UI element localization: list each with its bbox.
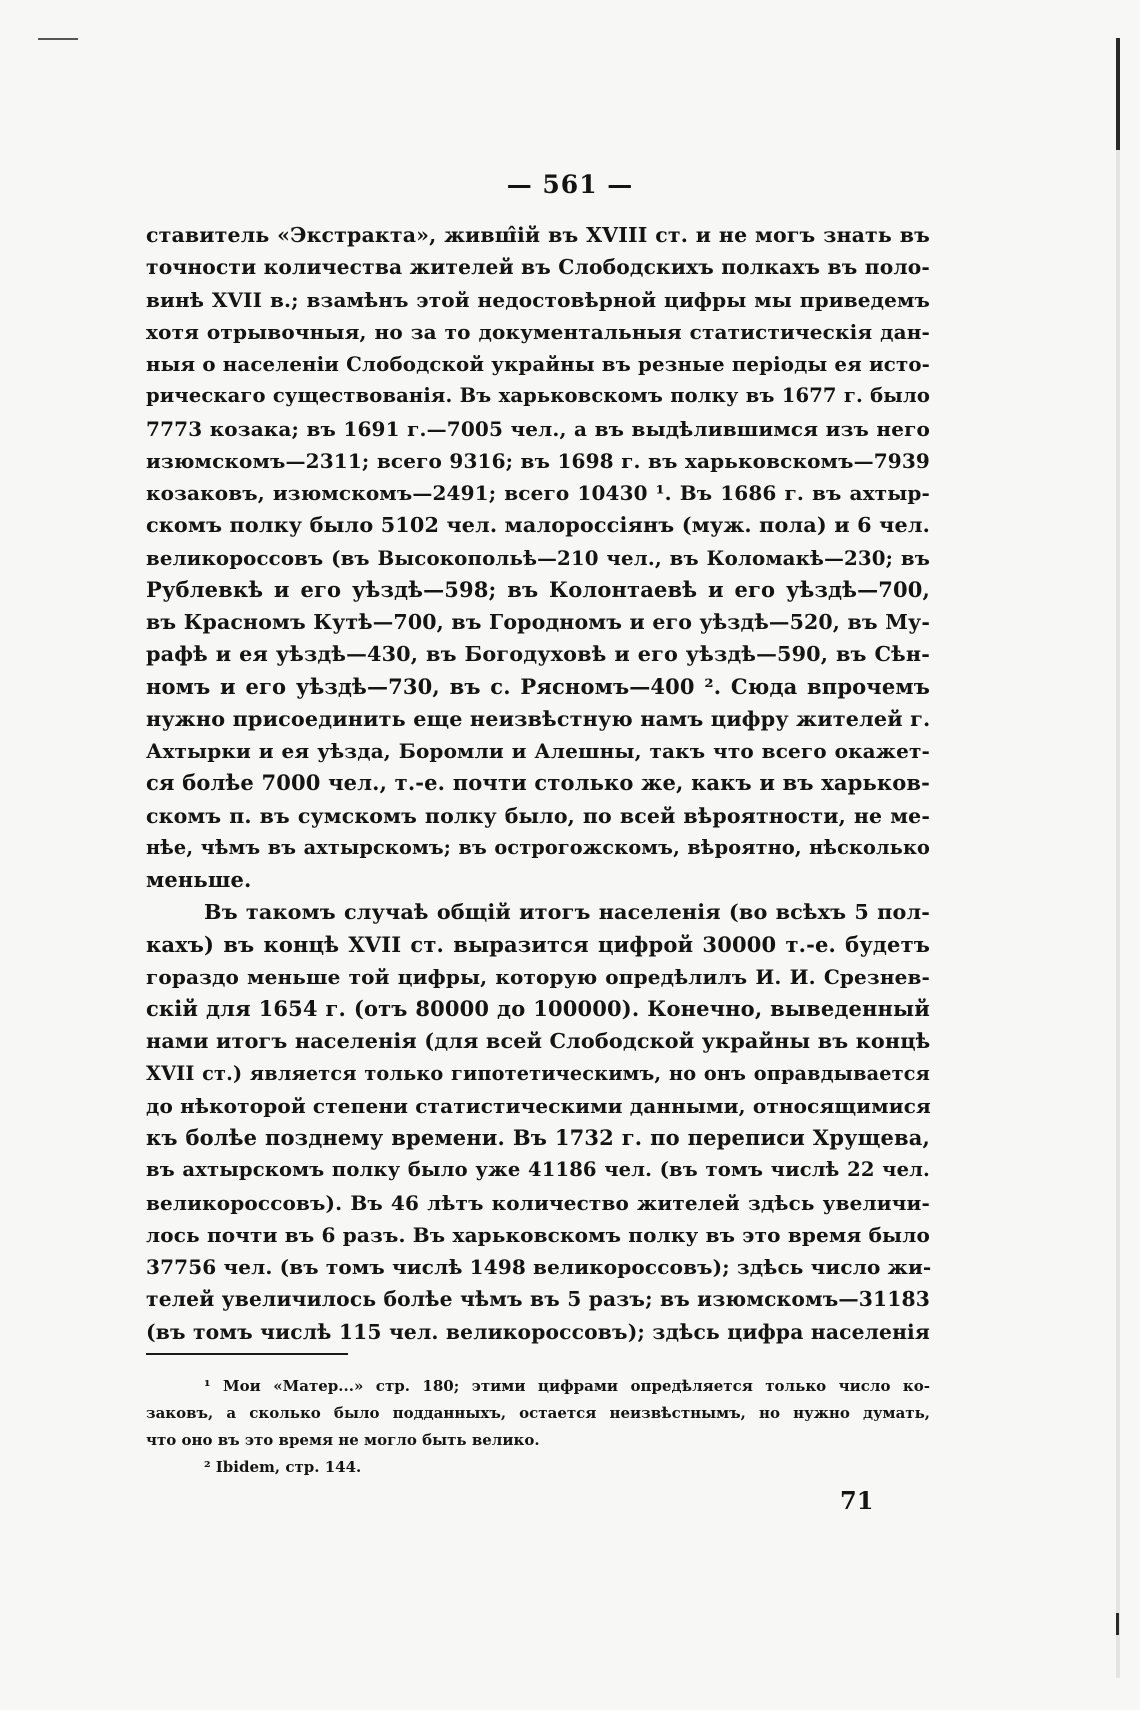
page-number: — 561 — [506,170,634,199]
scan-artifact-right-mark-top [1116,38,1120,150]
body-line: нѣе, чѣмъ въ ахтырскомъ; въ острогожскомъ, вѣроятно, нѣсколько [146,835,930,859]
body-text [146,219,930,1348]
body-line: козаковъ, изюмскомъ—2491; всего 10430 ¹. Въ 1686 г. въ ахтыр- [146,481,930,505]
scan-artifact-top-line [38,38,78,40]
footnote-1-line: что оно въ это время не могло быть велико. [146,1431,540,1449]
body-line: скій для 1654 г. (отъ 80000 до 100000). Конечно, выведенный [146,996,930,1021]
body-line: изюмскомъ—2311; всего 9316; въ 1698 г. въ харьковскомъ—7939 [146,448,930,473]
body-line: 37756 чел. (въ томъ числѣ 1498 великороссовъ); здѣсь число жи- [146,1255,932,1279]
body-line: (въ томъ числѣ 115 чел. великороссовъ); здѣсь цифра населенія [146,1319,930,1344]
body-line: 7773 козака; въ 1691 г.—7005 чел., а въ выдѣлившимся изъ него [146,416,930,441]
body-line: въ Красномъ Кутѣ—700, въ Городномъ и его уѣздѣ—520, въ Му- [146,610,930,634]
body-line: нужно присоединить еще неизвѣстную намъ цифру жителей г. [146,706,931,731]
body-line: Рублевкѣ и его уѣздѣ—598; въ Колонтаевѣ и его уѣздѣ—700, [146,576,930,602]
body-line: ныя о населеніи Слободской украйны въ резные періоды ея исто- [146,352,930,376]
body-line: винѣ XVII в.; взамѣнъ этой недостовѣрной цифры мы приведемъ [146,287,930,312]
paragraph-start-line: Въ такомъ случаѣ общій итогъ населенія (во всѣхъ 5 пол- [204,900,930,925]
body-line: лось почти въ 6 разъ. Въ харьковскомъ полку въ это время было [146,1222,930,1247]
body-line: Ахтырки и ея уѣзда, Боромли и Алешны, такъ что всего окажет- [146,739,930,763]
body-line: гораздо меньше той цифры, которую опредѣлилъ И. И. Срезнев- [146,964,930,989]
body-line: ставитель «Экстракта», живш̂ій въ XVIII ст. и не могъ знать въ [146,223,930,247]
body-line: ся болѣе 7000 чел., т.-е. почти столько же, какъ и въ харьков- [146,770,930,796]
signature-mark: 71 [840,1486,874,1515]
footnote-2-line: ² Ibidem, стр. 144. [204,1458,362,1476]
footnotes [146,1373,930,1481]
body-line: скомъ полку было 5102 чел. малороссіянъ (муж. пола) и 6 чел. [146,513,930,538]
footnote-separator [146,1353,348,1355]
footnote-1-line: заковъ, а сколько было подданныхъ, остается неизвѣстнымъ, но нужно думать, [146,1404,930,1422]
body-line: номъ и его уѣздѣ—730, въ с. Рясномъ—400 ². Сюда впрочемъ [146,673,930,699]
body-line: меньше. [146,867,252,892]
body-line: къ болѣе позднему времени. Въ 1732 г. по переписи Хрущева, [146,1125,930,1150]
body-line: телей увеличилось болѣе чѣмъ въ 5 разъ; въ изюмскомъ—31183 [146,1287,930,1312]
body-line: кахъ) въ концѣ XVII ст. выразится цифрой 30000 т.-е. будетъ [146,931,930,957]
body-line: великороссовъ (въ Высокопольѣ—210 чел., въ Коломакѣ—230; въ [146,545,930,570]
body-line: точности количества жителей въ Слободскихъ полкахъ въ поло- [146,255,930,280]
body-line: въ ахтырскомъ полку было уже 41186 чел. (въ томъ числѣ 22 чел. [146,1158,930,1182]
body-line: рафѣ и ея уѣздѣ—430, въ Богодуховѣ и его уѣздѣ—590, въ Сѣн- [146,642,930,667]
body-line: хотя отрывочныя, но за то документальныя статистическія дан- [146,319,930,344]
footnote-1-line: ¹ Мои «Матер...» стр. 180; этими цифрами опредѣляется только число ко- [204,1377,930,1395]
body-line: XVII ст.) является только гипотетическимъ, но онъ оправдывается [146,1061,930,1085]
scan-artifact-right-edge [1116,38,1120,1678]
scan-artifact-right-mark-bottom [1116,1613,1119,1635]
body-line: великороссовъ). Въ 46 лѣтъ количество жителей здѣсь увеличи- [146,1190,930,1215]
body-line: рическаго существованія. Въ харьковскомъ полку въ 1677 г. было [146,384,930,408]
body-line: до нѣкоторой степени статистическими данными, относящимися [146,1093,931,1118]
body-line: нами итогъ населенія (для всей Слободской украйны въ концѣ [146,1029,931,1054]
body-line: скомъ п. въ сумскомъ полку было, по всей вѣроятности, не ме- [146,803,930,828]
